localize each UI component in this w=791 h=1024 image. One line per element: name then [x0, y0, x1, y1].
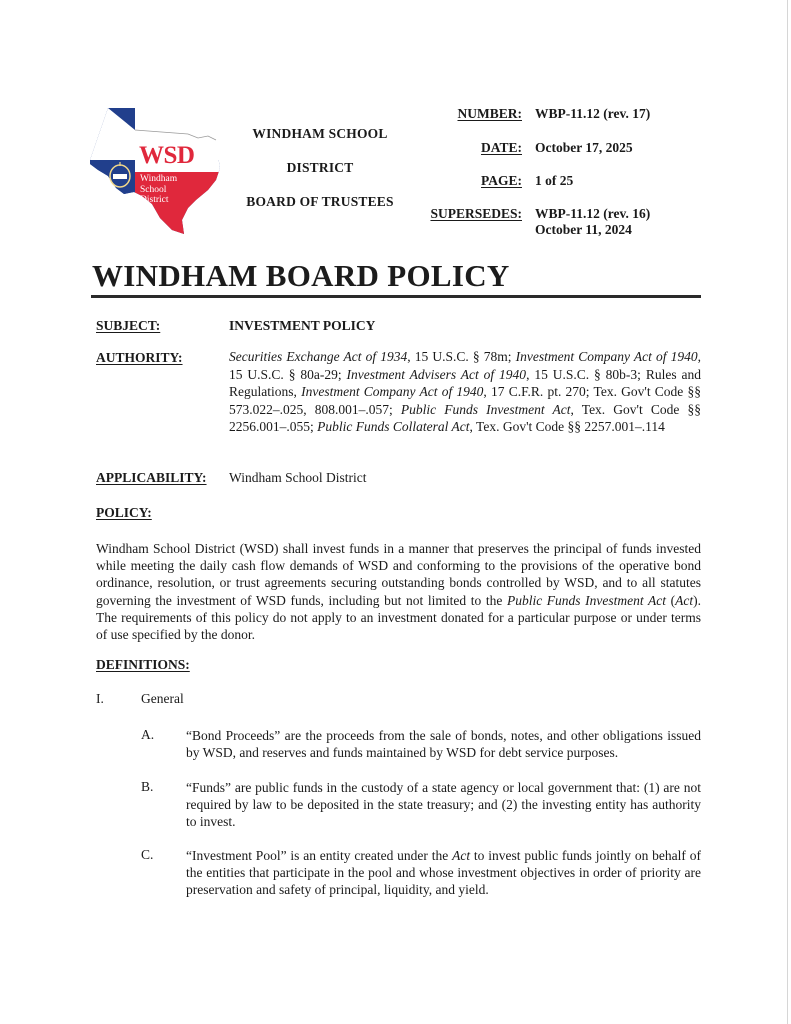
supersedes-label: SUPERSEDES: [430, 206, 522, 221]
italic-citation: Act [675, 592, 694, 608]
section-number: I. [96, 691, 104, 706]
number-label: NUMBER: [457, 106, 522, 121]
text-run: to invest public funds jointly on behalf of the entities that participate in the pool and whose investment objectives in order of priority are preservation and safety of principal, liquidity, and yield. [186, 848, 701, 898]
subject-value: INVESTMENT POLICY [229, 318, 376, 333]
italic-citation: Public Funds Collateral Act [317, 419, 470, 435]
logo-abbrev: WSD [139, 142, 195, 169]
definition-letter-a: A. [141, 727, 155, 742]
texas-map-icon [90, 108, 220, 234]
org-line-1: WINDHAM SCHOOL [252, 126, 388, 141]
italic-citation: Investment Company Act of 1940 [301, 384, 484, 400]
text-run: , 15 U.S.C. § 78m; [407, 349, 516, 364]
org-line-2: DISTRICT [286, 160, 354, 175]
wsd-logo [90, 108, 220, 234]
definition-letter-c: C. [141, 847, 154, 862]
definitions-label: DEFINITIONS: [96, 657, 190, 672]
text-run: Windham School District (WSD) shall invest funds in a manner that preserves the principal of funds invested while meeting the daily cash flow demands of WSD and conforming to the provisions of the operative bond ordinance, resolution, or trust agreements securing outstanding bonds controlled by WSD, and to all statutes governing the investment of WSD funds, including but not limited to the [96, 541, 701, 608]
number-value: WBP-11.12 (rev. 17) [535, 106, 651, 121]
section-title: General [141, 691, 184, 706]
text-run: , Tex. Gov't Code §§ 2257.001–.114 [469, 419, 665, 435]
organization-name [236, 124, 404, 220]
italic-citation: Public Funds Investment Act [400, 401, 571, 417]
applicability-label: APPLICABILITY: [96, 470, 207, 485]
logo-line-district: District [140, 195, 169, 205]
italic-citation: Securities Exchange Act of 1934 [229, 349, 408, 364]
logo-line-school: School [140, 184, 167, 195]
text-run: “Funds” are public funds in the custody of a state agency or local government that: (1) are not required by law to be deposited in the state treasury; and (2) the investing entity has authority to invest. [186, 780, 701, 830]
text-run: , 15 U.S.C. § 80a-29; [229, 349, 701, 382]
text-run: , 15 U.S.C. § 80b-3; Rules and Regulations, [229, 366, 701, 400]
logo-line-windham: Windham [140, 174, 178, 184]
definition-item-a [186, 727, 701, 761]
text-run: , 17 C.F.R. pt. 270; Tex. Gov't Code §§ 573.022–.025, 808.001–.057; [229, 384, 702, 417]
italic-citation: Investment Advisers Act of 1940 [346, 366, 527, 382]
authority-label: AUTHORITY: [96, 350, 183, 365]
page-value: 1 of 25 [535, 173, 574, 188]
definition-item-b [186, 779, 701, 831]
page-edge-line [787, 0, 788, 1024]
text-run: ). The requirements of this policy do not apply to an investment donated for a particular purpose or under terms of use specified by the donor. [96, 592, 701, 643]
definition-item-c [186, 847, 701, 899]
text-run: ( [666, 592, 676, 608]
policy-label: POLICY: [96, 505, 152, 520]
page-title: WINDHAM BOARD POLICY [92, 258, 510, 293]
date-value: October 17, 2025 [535, 140, 633, 155]
policy-text [96, 540, 701, 643]
italic-citation: Investment Company Act of 1940 [515, 349, 698, 364]
title-divider [91, 295, 701, 298]
definition-letter-b: B. [141, 779, 154, 794]
org-line-3: BOARD OF TRUSTEES [246, 194, 394, 209]
subject-label: SUBJECT: [96, 318, 161, 333]
page-label: PAGE: [481, 173, 522, 188]
text-run: “Investment Pool” is an entity created under the [186, 848, 453, 863]
text-run: “Bond Proceeds” are the proceeds from the sale of bonds, notes, and other obligations issued by WSD, and reserves and funds maintained by WSD for debt service purposes. [186, 728, 701, 761]
supersedes-value-1: WBP-11.12 (rev. 16) [535, 206, 651, 221]
supersedes-value-2: October 11, 2024 [535, 222, 632, 237]
date-label: DATE: [480, 140, 522, 155]
authority-text [229, 348, 701, 436]
applicability-value: Windham School District [229, 470, 367, 485]
italic-citation: Act [452, 848, 471, 863]
italic-citation: Public Funds Investment Act [506, 592, 667, 608]
text-run: , Tex. Gov't Code §§ 2256.001–.055; [229, 401, 701, 435]
